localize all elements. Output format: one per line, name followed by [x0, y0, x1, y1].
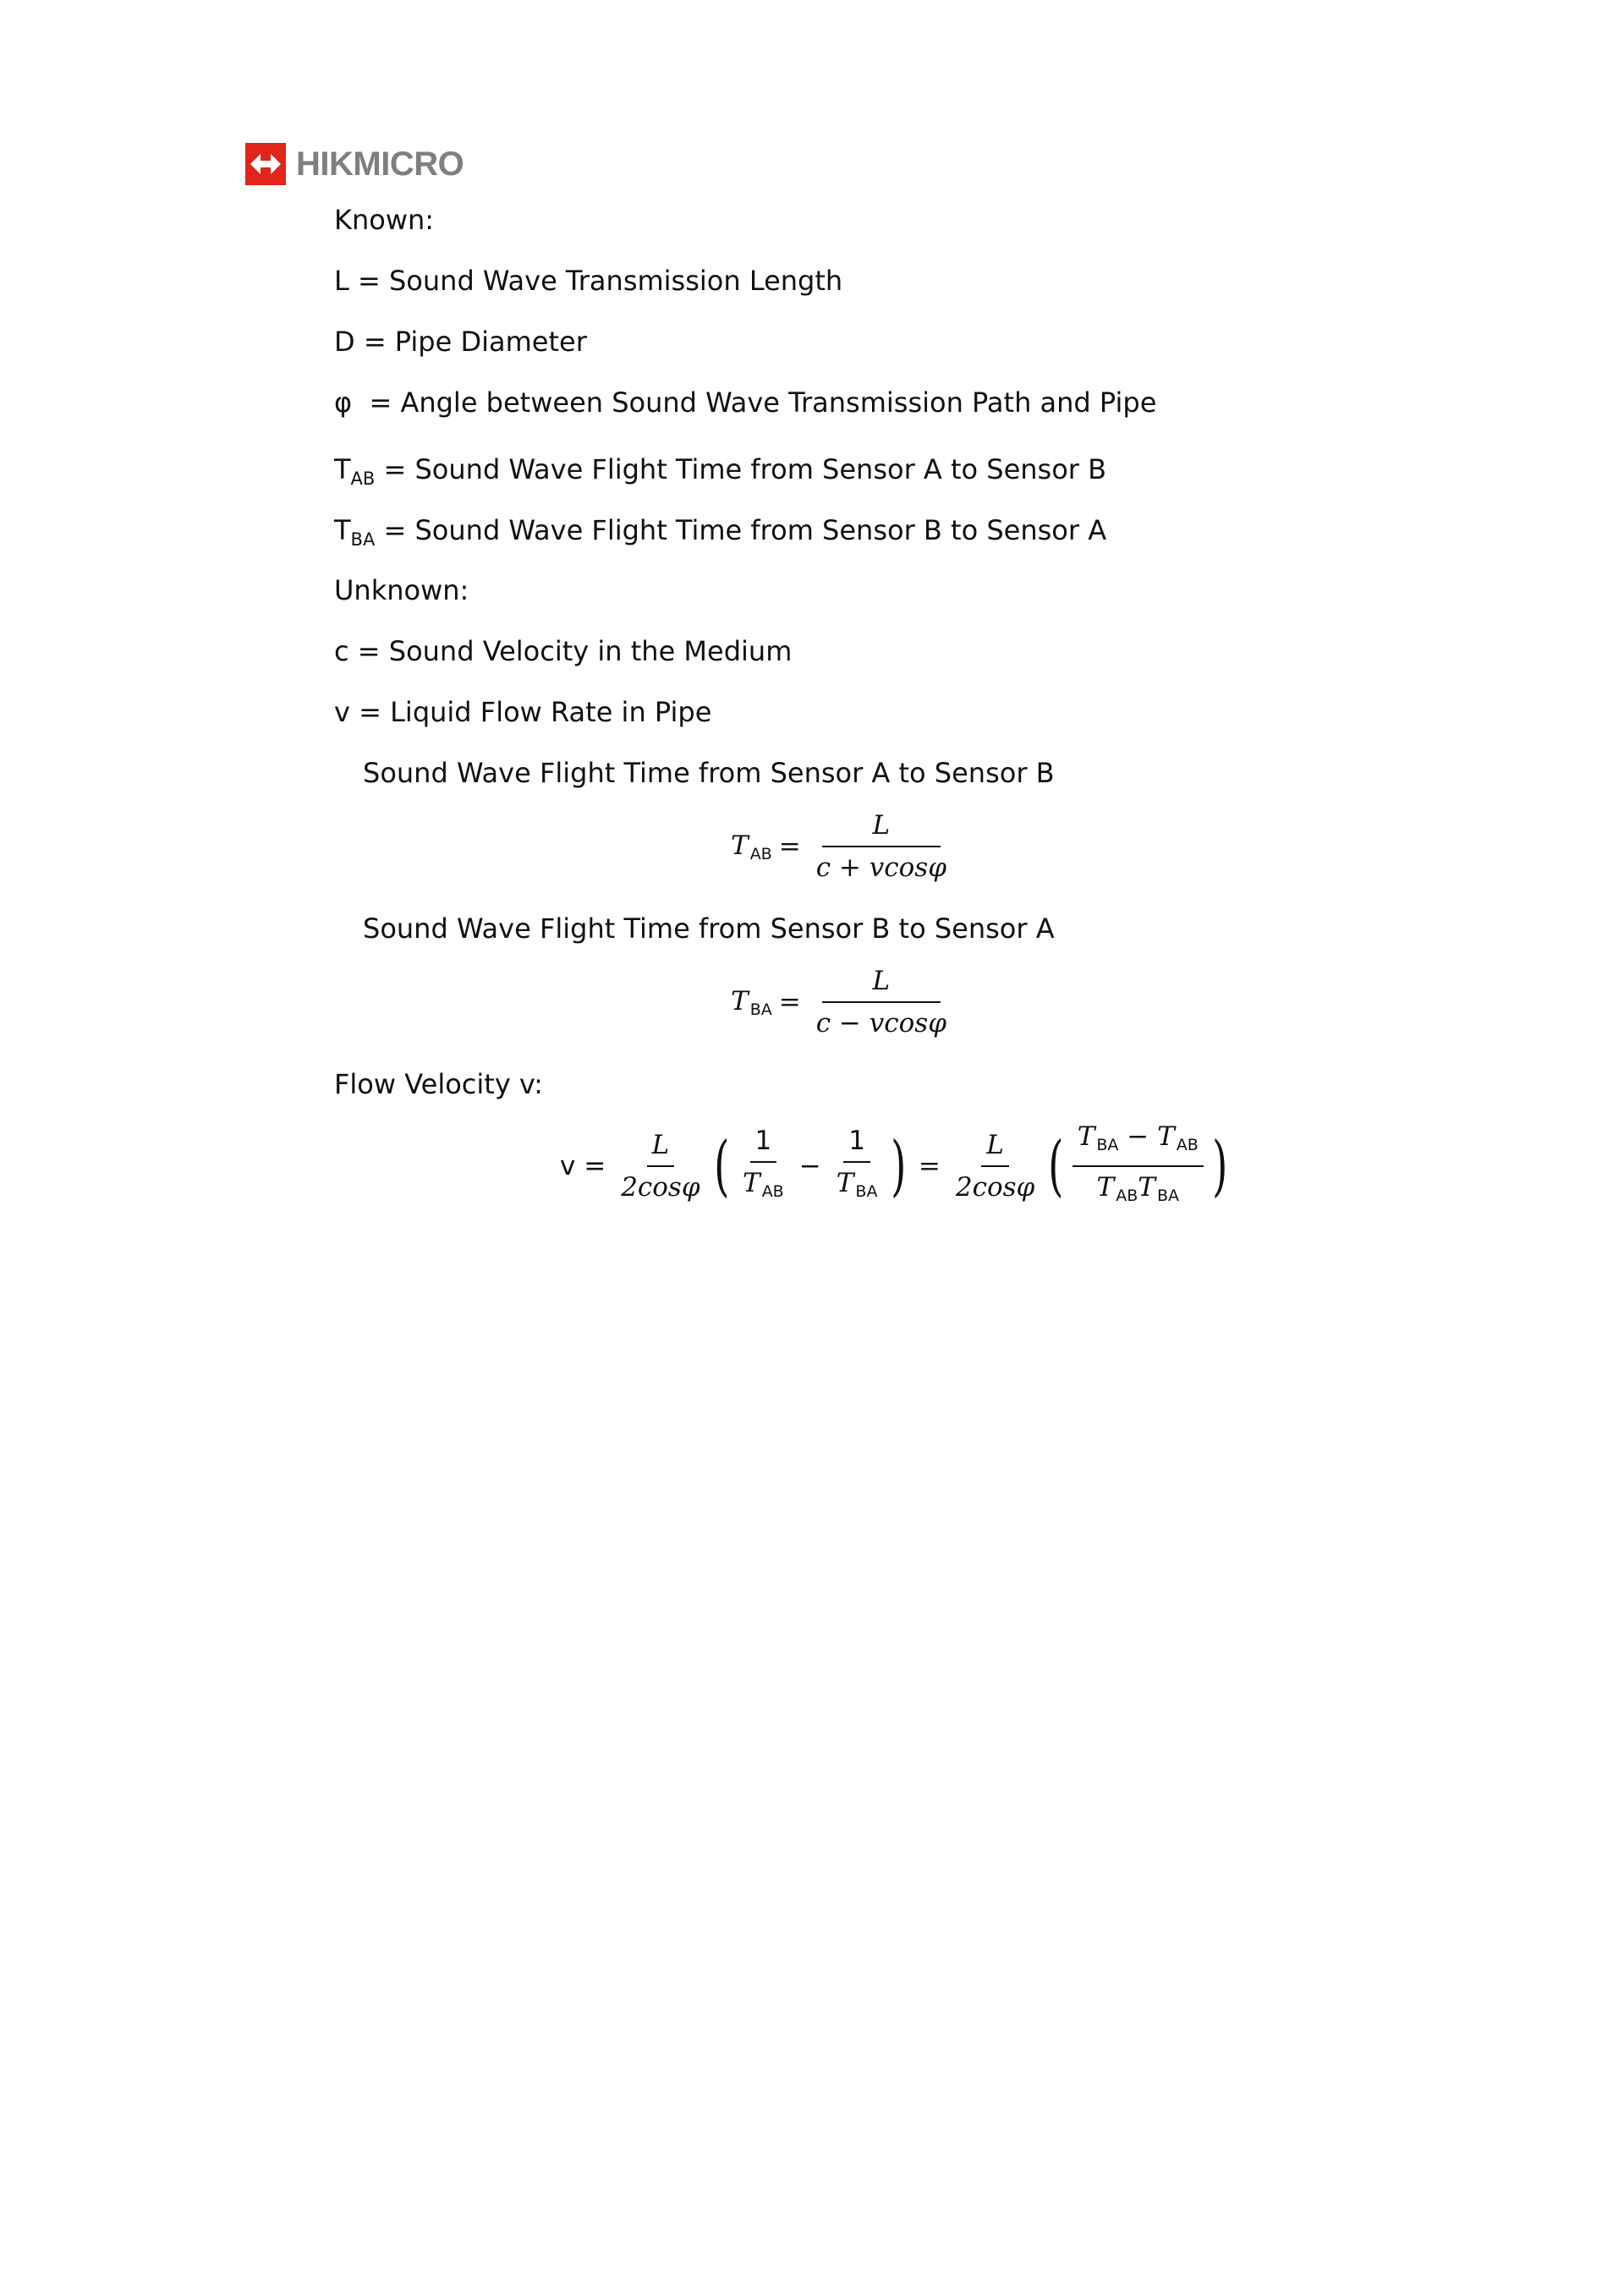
unknown-item-velocity: c = Sound Velocity in the Medium: [334, 635, 793, 667]
tab-symbol: T: [334, 453, 351, 485]
eq3-fraction-l-over-2cos: $\frac{L}{2\cos\varphi}$: [621, 1130, 700, 1203]
eq2-numerator: L: [822, 966, 941, 1003]
unknown-heading: Unknown:: [334, 574, 469, 606]
eq3-close-paren-2: ): [1211, 1128, 1228, 1204]
tba-symbol: T: [334, 514, 351, 546]
eq3-fraction-time-difference: $\frac{\text{T BA − T AB}}{\text{T ABT BA}}$: [1073, 1121, 1204, 1211]
known-heading: Known:: [334, 204, 435, 236]
eq3-open-paren-1: (: [713, 1128, 729, 1204]
known-item-tab: [334, 452, 1106, 496]
eq2-equals: =: [778, 987, 801, 1017]
equation-tab: [731, 810, 955, 883]
known-item-angle: φ = Angle between Sound Wave Transmission Path and Pipe: [334, 386, 1157, 419]
eq2-fraction: [811, 966, 952, 1038]
eq2-caption: Sound Wave Flight Time from Sensor B to Sensor A: [363, 912, 1055, 945]
equation-tba: [731, 966, 955, 1038]
eq1-caption: Sound Wave Flight Time from Sensor A to Sensor B: [363, 757, 1055, 789]
known-item-length: L = Sound Wave Transmission Length: [334, 265, 843, 297]
eq3-equals: =: [918, 1151, 941, 1181]
eq1-lhs: TAB: [731, 830, 772, 863]
eq1-numerator: L: [822, 810, 941, 847]
eq2-lhs: TBA: [731, 985, 772, 1019]
eq1-fraction: [811, 810, 952, 883]
eq3-lhs: v =: [560, 1151, 606, 1181]
eq3-close-paren-1: ): [891, 1128, 907, 1204]
tba-description: = Sound Wave Flight Time from Sensor B to Sensor A: [375, 514, 1107, 546]
eq3-caption: Flow Velocity v:: [334, 1068, 543, 1100]
tba-subscript: BA: [350, 529, 376, 550]
eq3-fraction-1-over-tab: $\frac{1}{\text{T AB}}$: [743, 1126, 784, 1201]
eq1-denominator: c + vcosφ: [815, 852, 946, 883]
hikmicro-logo-icon: [245, 143, 286, 185]
eq3-open-paren-2: (: [1048, 1128, 1064, 1204]
unknown-item-flow-rate: v = Liquid Flow Rate in Pipe: [334, 696, 712, 728]
eq3-minus: −: [798, 1151, 821, 1181]
known-item-diameter: D = Pipe Diameter: [334, 326, 587, 358]
brand-name: HIKMICRO: [296, 145, 464, 183]
eq1-equals: =: [778, 831, 801, 862]
tab-description: = Sound Wave Flight Time from Sensor A to Sensor B: [375, 453, 1107, 485]
brand-logo: [245, 142, 464, 186]
known-item-tba: [334, 513, 1106, 556]
equation-flow-velocity: [560, 1121, 1232, 1211]
tab-subscript: AB: [350, 469, 376, 489]
eq3-fraction-l-over-2cos-2: $\frac{L}{2\cos\varphi}$: [955, 1130, 1035, 1203]
eq3-fraction-1-over-tba: $\frac{1}{\text{T BA}}$: [836, 1126, 878, 1201]
eq2-denominator: c − vcosφ: [815, 1008, 946, 1038]
